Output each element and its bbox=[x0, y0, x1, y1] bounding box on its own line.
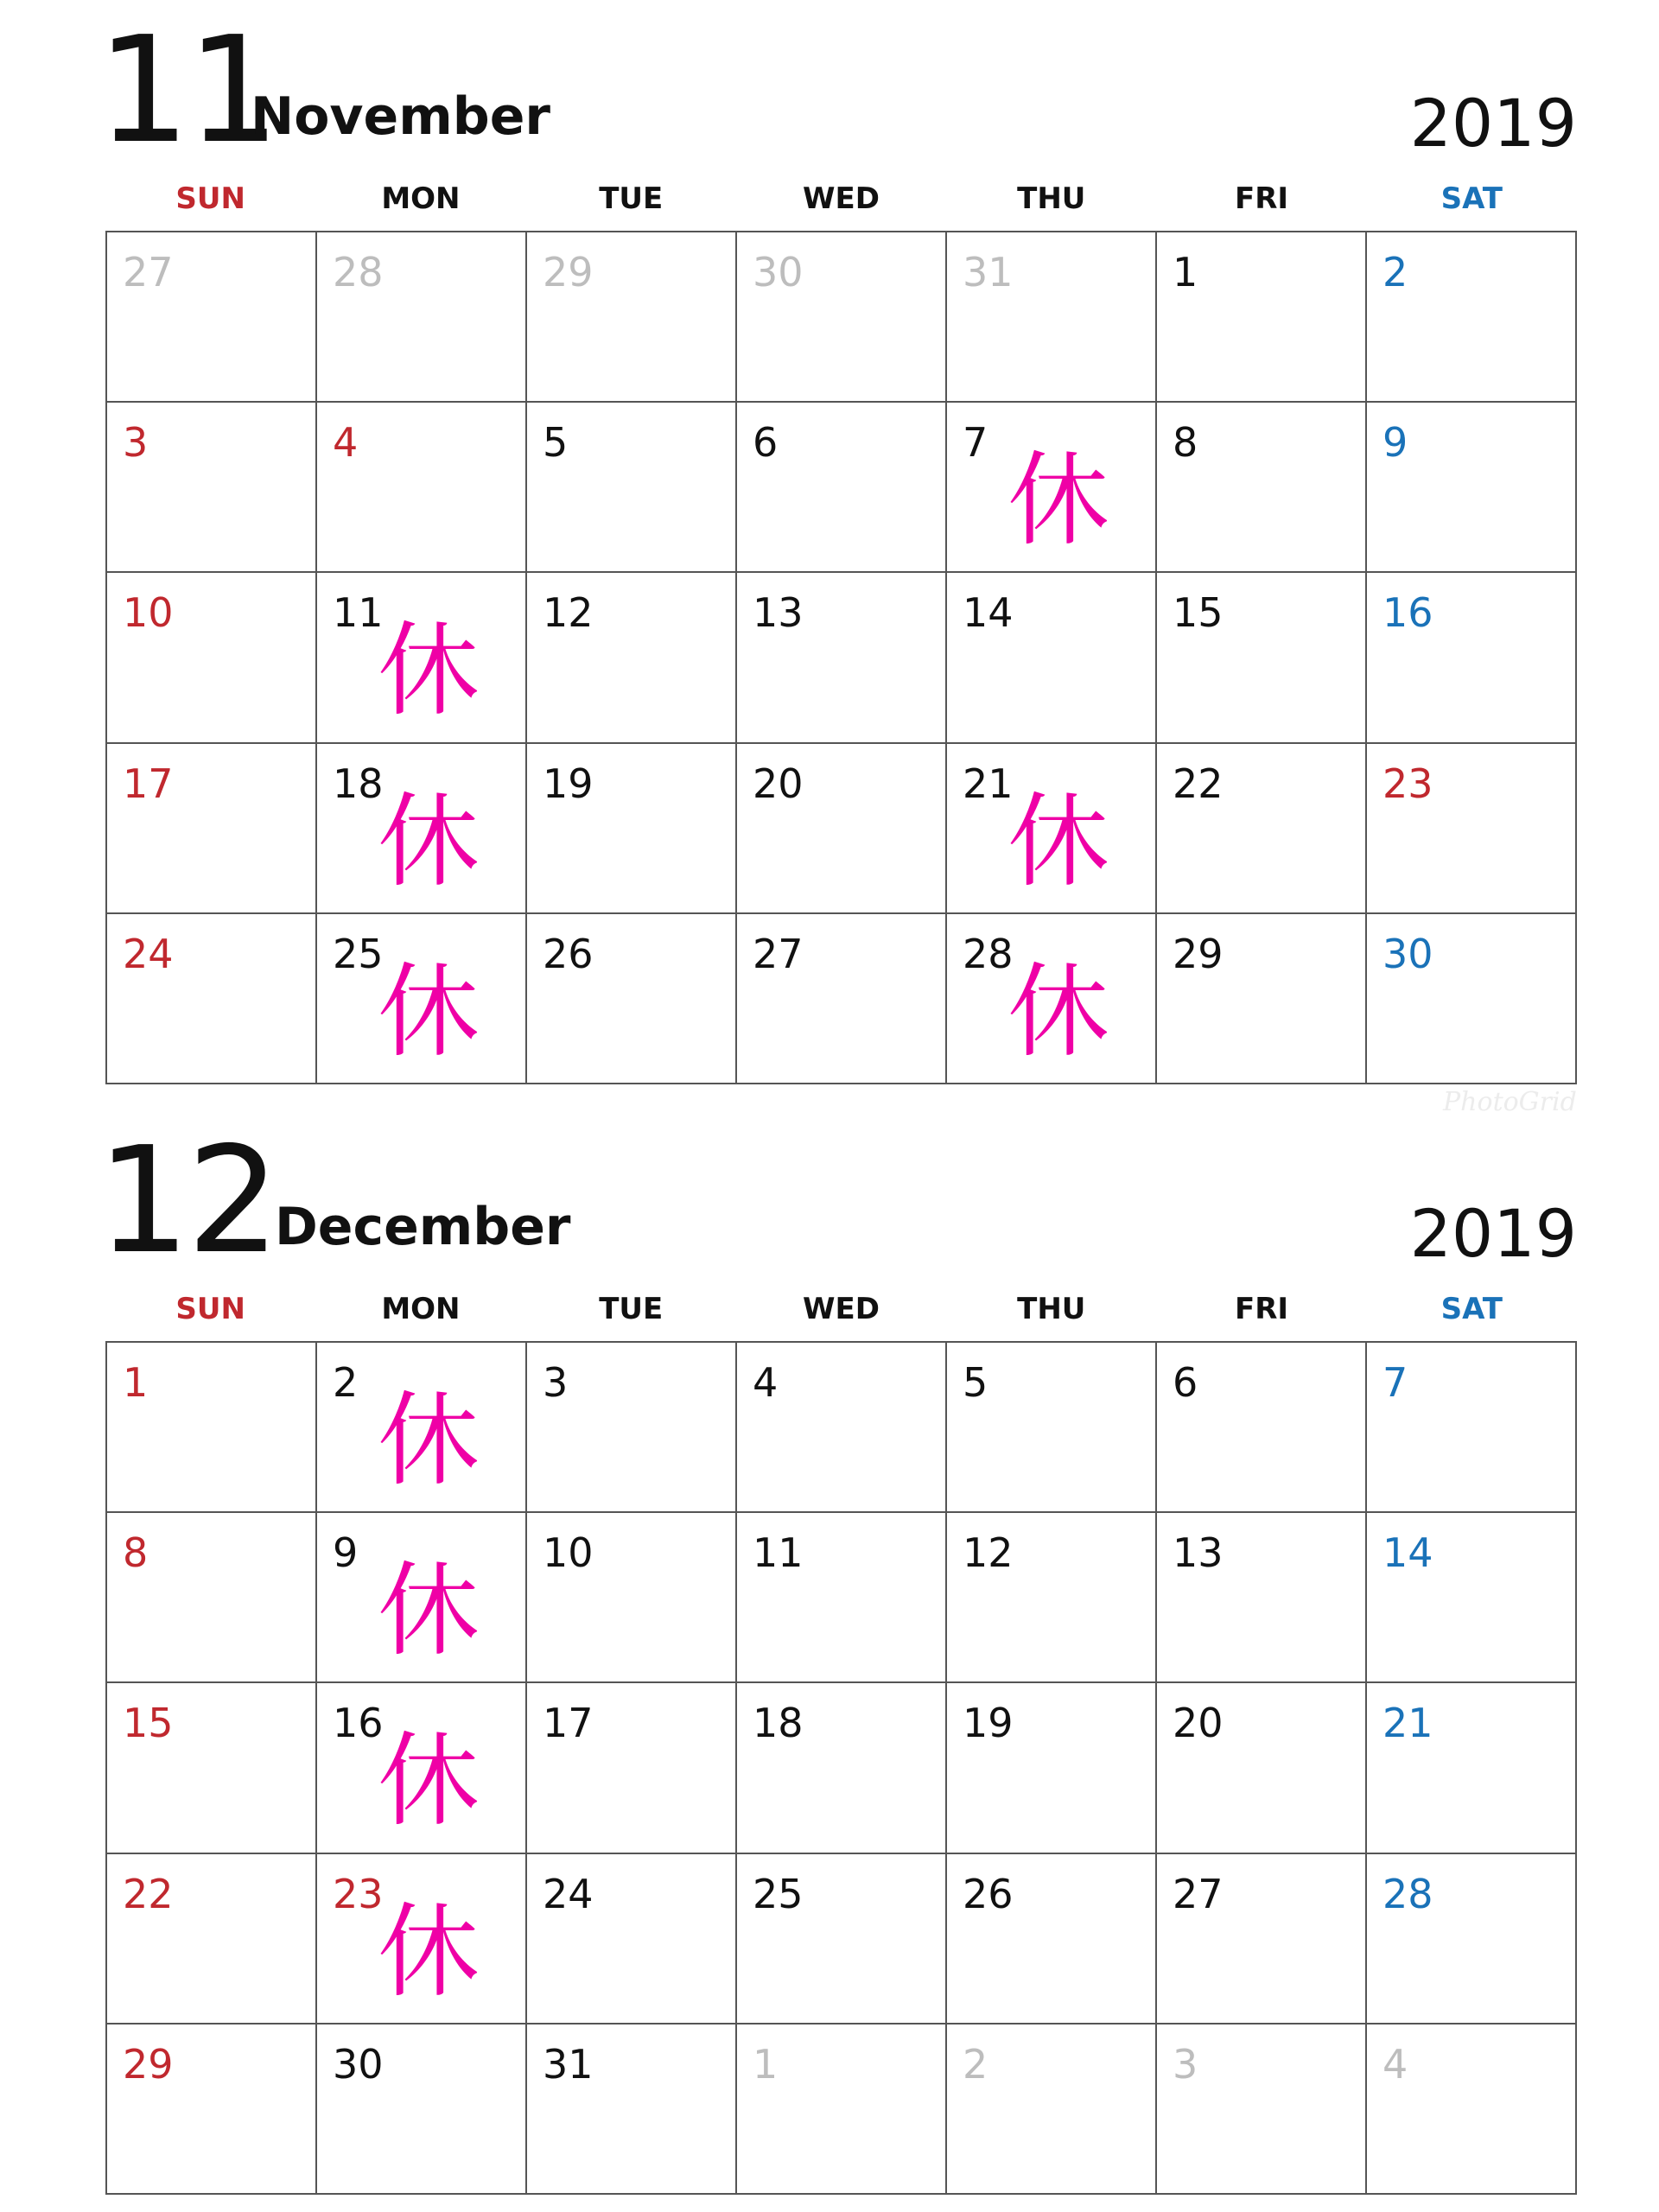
day-number: 7 bbox=[963, 419, 988, 467]
day-number: 28 bbox=[1382, 1870, 1433, 1917]
day-cell bbox=[1367, 914, 1577, 1084]
day-number: 26 bbox=[543, 930, 594, 977]
day-cell bbox=[1367, 1854, 1577, 2024]
day-cell bbox=[107, 232, 317, 403]
weekday-fri: FRI bbox=[1235, 1292, 1289, 1326]
day-cell bbox=[1157, 573, 1367, 743]
day-cell bbox=[1157, 403, 1367, 573]
day-number: 5 bbox=[963, 1359, 988, 1406]
day-number: 25 bbox=[333, 930, 384, 977]
day-number: 19 bbox=[543, 760, 594, 807]
day-cell bbox=[1367, 1343, 1577, 1513]
day-number: 9 bbox=[333, 1529, 359, 1577]
weekday-wed: WED bbox=[803, 181, 880, 216]
day-number: 27 bbox=[1173, 1870, 1224, 1917]
day-number: 15 bbox=[123, 1700, 174, 1747]
weekday-mon: MON bbox=[381, 1292, 461, 1326]
day-cell bbox=[1367, 1683, 1577, 1853]
weekday-thu: THU bbox=[1017, 181, 1086, 216]
day-number: 26 bbox=[963, 1870, 1014, 1917]
day-number: 25 bbox=[753, 1870, 804, 1917]
weekday-header bbox=[105, 1287, 1577, 1331]
day-number: 10 bbox=[123, 589, 174, 637]
day-cell bbox=[317, 403, 527, 573]
day-cell bbox=[1367, 2024, 1577, 2195]
day-number: 30 bbox=[1382, 930, 1433, 977]
day-number: 11 bbox=[753, 1529, 804, 1577]
weekday-wed: WED bbox=[803, 1292, 880, 1326]
day-cell bbox=[737, 2024, 947, 2195]
day-cell bbox=[527, 403, 737, 573]
day-cell bbox=[107, 2024, 317, 2195]
day-cell bbox=[947, 2024, 1157, 2195]
day-cell bbox=[317, 1513, 527, 1683]
day-cell bbox=[317, 1854, 527, 2024]
day-number: 28 bbox=[963, 930, 1014, 977]
day-number: 3 bbox=[123, 419, 149, 467]
day-number: 1 bbox=[753, 2040, 779, 2088]
day-cell bbox=[107, 744, 317, 914]
day-cell bbox=[1157, 232, 1367, 403]
day-number: 27 bbox=[123, 249, 174, 296]
day-number: 30 bbox=[333, 2040, 384, 2088]
day-cell bbox=[1367, 1513, 1577, 1683]
day-cell bbox=[1157, 1854, 1367, 2024]
day-number: 31 bbox=[543, 2040, 594, 2088]
day-cell bbox=[317, 744, 527, 914]
day-number: 28 bbox=[333, 249, 384, 296]
day-cell bbox=[947, 914, 1157, 1084]
closed-day-mark: 休 bbox=[378, 1551, 480, 1671]
day-cell bbox=[527, 2024, 737, 2195]
closed-day-mark: 休 bbox=[378, 1721, 480, 1841]
day-cell bbox=[737, 1854, 947, 2024]
weekday-sun: SUN bbox=[175, 1292, 245, 1326]
day-grid bbox=[105, 1341, 1577, 2195]
day-number: 29 bbox=[543, 249, 594, 296]
day-number: 22 bbox=[1173, 760, 1224, 807]
day-cell bbox=[107, 1683, 317, 1853]
day-cell bbox=[527, 1343, 737, 1513]
day-number: 20 bbox=[753, 760, 804, 807]
weekday-mon: MON bbox=[381, 181, 461, 216]
day-cell bbox=[1367, 573, 1577, 743]
day-number: 8 bbox=[123, 1529, 149, 1577]
day-cell bbox=[107, 1343, 317, 1513]
day-cell bbox=[737, 1343, 947, 1513]
day-number: 12 bbox=[543, 589, 594, 637]
day-cell bbox=[527, 914, 737, 1084]
weekday-sat: SAT bbox=[1440, 1292, 1503, 1326]
day-cell bbox=[317, 232, 527, 403]
day-number: 3 bbox=[1173, 2040, 1198, 2088]
day-cell bbox=[737, 914, 947, 1084]
closed-day-mark: 休 bbox=[378, 1891, 480, 2012]
day-cell bbox=[947, 573, 1157, 743]
day-number: 14 bbox=[963, 589, 1014, 637]
weekday-sun: SUN bbox=[175, 181, 245, 216]
day-number: 15 bbox=[1173, 589, 1224, 637]
year-label: 2019 bbox=[1409, 85, 1577, 162]
day-cell bbox=[107, 573, 317, 743]
day-cell bbox=[737, 573, 947, 743]
day-cell bbox=[947, 744, 1157, 914]
day-number: 18 bbox=[333, 760, 384, 807]
day-number: 6 bbox=[1173, 1359, 1198, 1406]
day-number: 6 bbox=[753, 419, 779, 467]
day-number: 8 bbox=[1173, 419, 1198, 467]
month-number: 11 bbox=[97, 5, 277, 176]
day-cell bbox=[107, 914, 317, 1084]
day-cell bbox=[527, 1683, 737, 1853]
day-number: 1 bbox=[1173, 249, 1198, 296]
day-number: 18 bbox=[753, 1700, 804, 1747]
closed-day-mark: 休 bbox=[378, 1381, 480, 1500]
day-cell bbox=[737, 1683, 947, 1853]
day-cell bbox=[737, 744, 947, 914]
year-label: 2019 bbox=[1409, 1195, 1577, 1272]
day-cell bbox=[737, 232, 947, 403]
weekday-tue: TUE bbox=[599, 1292, 664, 1326]
day-number: 16 bbox=[1382, 589, 1433, 637]
day-cell bbox=[1157, 1343, 1367, 1513]
day-number: 23 bbox=[333, 1870, 384, 1917]
day-cell bbox=[107, 1854, 317, 2024]
weekday-sat: SAT bbox=[1440, 181, 1503, 216]
day-number: 4 bbox=[1382, 2040, 1408, 2088]
day-cell bbox=[737, 403, 947, 573]
day-number: 10 bbox=[543, 1529, 594, 1577]
day-number: 11 bbox=[333, 589, 384, 637]
day-cell bbox=[317, 573, 527, 743]
day-number: 9 bbox=[1382, 419, 1408, 467]
day-number: 29 bbox=[1173, 930, 1224, 977]
day-number: 5 bbox=[543, 419, 569, 467]
day-number: 4 bbox=[753, 1359, 779, 1406]
day-number: 31 bbox=[963, 249, 1014, 296]
day-cell bbox=[1157, 744, 1367, 914]
day-cell bbox=[947, 403, 1157, 573]
day-number: 3 bbox=[543, 1359, 569, 1406]
day-cell bbox=[317, 914, 527, 1084]
day-cell bbox=[947, 1343, 1157, 1513]
day-number: 4 bbox=[333, 419, 359, 467]
day-number: 2 bbox=[1382, 249, 1408, 296]
day-cell bbox=[1157, 914, 1367, 1084]
day-grid bbox=[105, 231, 1577, 1084]
day-cell bbox=[1367, 403, 1577, 573]
day-cell bbox=[1367, 744, 1577, 914]
day-number: 30 bbox=[753, 249, 804, 296]
day-number: 17 bbox=[123, 760, 174, 807]
weekday-fri: FRI bbox=[1235, 181, 1289, 216]
day-cell bbox=[527, 1513, 737, 1683]
day-cell bbox=[317, 1683, 527, 1853]
day-cell bbox=[527, 1854, 737, 2024]
day-number: 13 bbox=[753, 589, 804, 637]
day-cell bbox=[947, 1683, 1157, 1853]
weekday-tue: TUE bbox=[599, 181, 664, 216]
day-number: 2 bbox=[963, 2040, 988, 2088]
closed-day-mark: 休 bbox=[378, 951, 480, 1071]
day-cell bbox=[1157, 1683, 1367, 1853]
day-number: 16 bbox=[333, 1700, 384, 1747]
day-cell bbox=[527, 232, 737, 403]
closed-day-mark: 休 bbox=[1007, 441, 1110, 561]
day-cell bbox=[1367, 232, 1577, 403]
day-number: 13 bbox=[1173, 1529, 1224, 1577]
day-number: 24 bbox=[123, 930, 174, 977]
day-number: 17 bbox=[543, 1700, 594, 1747]
day-cell bbox=[947, 1513, 1157, 1683]
day-number: 12 bbox=[963, 1529, 1014, 1577]
day-number: 14 bbox=[1382, 1529, 1433, 1577]
day-number: 23 bbox=[1382, 760, 1433, 807]
month-name: December bbox=[275, 1197, 571, 1257]
day-cell bbox=[317, 2024, 527, 2195]
day-number: 29 bbox=[123, 2040, 174, 2088]
day-number: 7 bbox=[1382, 1359, 1408, 1406]
day-cell bbox=[107, 403, 317, 573]
day-cell bbox=[947, 1854, 1157, 2024]
day-cell bbox=[317, 1343, 527, 1513]
weekday-header bbox=[105, 177, 1577, 220]
day-number: 2 bbox=[333, 1359, 359, 1406]
day-number: 1 bbox=[123, 1359, 149, 1406]
closed-day-mark: 休 bbox=[378, 611, 480, 731]
day-number: 21 bbox=[1382, 1700, 1433, 1747]
day-cell bbox=[1157, 1513, 1367, 1683]
day-number: 20 bbox=[1173, 1700, 1224, 1747]
day-number: 19 bbox=[963, 1700, 1014, 1747]
day-cell bbox=[947, 232, 1157, 403]
day-cell bbox=[737, 1513, 947, 1683]
day-number: 27 bbox=[753, 930, 804, 977]
day-number: 21 bbox=[963, 760, 1014, 807]
day-number: 22 bbox=[123, 1870, 174, 1917]
day-cell bbox=[527, 573, 737, 743]
watermark: PhotoGrid bbox=[1443, 1087, 1577, 1117]
day-cell bbox=[1157, 2024, 1367, 2195]
day-number: 24 bbox=[543, 1870, 594, 1917]
closed-day-mark: 休 bbox=[378, 781, 480, 901]
day-cell bbox=[107, 1513, 317, 1683]
month-name: November bbox=[251, 86, 550, 147]
closed-day-mark: 休 bbox=[1007, 781, 1110, 901]
month-number: 12 bbox=[97, 1116, 277, 1287]
closed-day-mark: 休 bbox=[1007, 951, 1110, 1071]
day-cell bbox=[527, 744, 737, 914]
weekday-thu: THU bbox=[1017, 1292, 1086, 1326]
